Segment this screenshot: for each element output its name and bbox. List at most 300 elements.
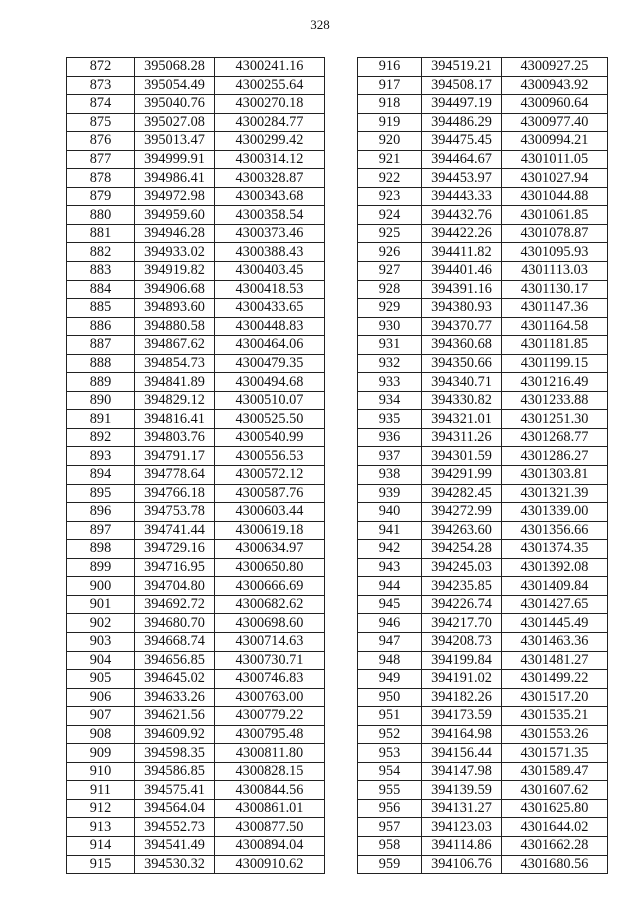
x-coordinate-cell: 394766.18 <box>135 484 215 503</box>
y-coordinate-cell: 4301303.81 <box>502 466 608 485</box>
point-number-cell: 891 <box>67 410 135 429</box>
x-coordinate-cell: 394391.16 <box>422 280 502 299</box>
y-coordinate-cell: 4300284.77 <box>215 113 325 132</box>
x-coordinate-cell: 394621.56 <box>135 707 215 726</box>
x-coordinate-cell: 394497.19 <box>422 95 502 114</box>
y-coordinate-cell: 4301589.47 <box>502 762 608 781</box>
point-number-cell: 890 <box>67 391 135 410</box>
x-coordinate-cell: 394453.97 <box>422 169 502 188</box>
table-row <box>67 595 325 614</box>
table-row <box>67 280 325 299</box>
table-row <box>67 224 325 243</box>
x-coordinate-cell: 395040.76 <box>135 95 215 114</box>
x-coordinate-cell: 394226.74 <box>422 595 502 614</box>
x-coordinate-cell: 394464.67 <box>422 150 502 169</box>
table-row <box>67 503 325 522</box>
x-coordinate-cell: 394552.73 <box>135 818 215 837</box>
point-number-cell: 879 <box>67 187 135 206</box>
y-coordinate-cell: 4301268.77 <box>502 428 608 447</box>
x-coordinate-cell: 394139.59 <box>422 781 502 800</box>
x-coordinate-cell: 394854.73 <box>135 354 215 373</box>
x-coordinate-cell: 394164.98 <box>422 725 502 744</box>
table-row <box>358 707 608 726</box>
table-row <box>358 558 608 577</box>
point-number-cell: 913 <box>67 818 135 837</box>
table-row <box>358 595 608 614</box>
y-coordinate-cell: 4300255.64 <box>215 76 325 95</box>
y-coordinate-cell: 4301044.88 <box>502 187 608 206</box>
y-coordinate-cell: 4300977.40 <box>502 113 608 132</box>
point-number-cell: 895 <box>67 484 135 503</box>
x-coordinate-cell: 394301.59 <box>422 447 502 466</box>
y-coordinate-cell: 4301517.20 <box>502 688 608 707</box>
point-number-cell: 883 <box>67 262 135 281</box>
table-row <box>358 577 608 596</box>
table-row <box>358 299 608 318</box>
x-coordinate-cell: 394519.21 <box>422 58 502 77</box>
table-row <box>67 466 325 485</box>
y-coordinate-cell: 4300464.06 <box>215 336 325 355</box>
x-coordinate-cell: 394191.02 <box>422 670 502 689</box>
point-number-cell: 914 <box>67 836 135 855</box>
y-coordinate-cell: 4301392.08 <box>502 558 608 577</box>
x-coordinate-cell: 394816.41 <box>135 410 215 429</box>
y-coordinate-cell: 4301427.65 <box>502 595 608 614</box>
y-coordinate-cell: 4300388.43 <box>215 243 325 262</box>
point-number-cell: 929 <box>358 299 422 318</box>
y-coordinate-cell: 4300448.83 <box>215 317 325 336</box>
y-coordinate-cell: 4301233.88 <box>502 391 608 410</box>
y-coordinate-cell: 4301374.35 <box>502 540 608 559</box>
point-number-cell: 926 <box>358 243 422 262</box>
y-coordinate-cell: 4300241.16 <box>215 58 325 77</box>
table-row <box>358 521 608 540</box>
y-coordinate-cell: 4300844.56 <box>215 781 325 800</box>
point-number-cell: 939 <box>358 484 422 503</box>
point-number-cell: 884 <box>67 280 135 299</box>
x-coordinate-cell: 394114.86 <box>422 836 502 855</box>
y-coordinate-cell: 4301130.17 <box>502 280 608 299</box>
y-coordinate-cell: 4300314.12 <box>215 150 325 169</box>
y-coordinate-cell: 4300619.18 <box>215 521 325 540</box>
x-coordinate-cell: 394530.32 <box>135 855 215 874</box>
y-coordinate-cell: 4301535.21 <box>502 707 608 726</box>
y-coordinate-cell: 4301356.66 <box>502 521 608 540</box>
point-number-cell: 919 <box>358 113 422 132</box>
point-number-cell: 874 <box>67 95 135 114</box>
table-row <box>358 614 608 633</box>
x-coordinate-cell: 394311.26 <box>422 428 502 447</box>
point-number-cell: 898 <box>67 540 135 559</box>
point-number-cell: 911 <box>67 781 135 800</box>
x-coordinate-cell: 394508.17 <box>422 76 502 95</box>
table-row <box>358 76 608 95</box>
y-coordinate-cell: 4301553.26 <box>502 725 608 744</box>
y-coordinate-cell: 4301251.30 <box>502 410 608 429</box>
table-row <box>358 503 608 522</box>
x-coordinate-cell: 394330.82 <box>422 391 502 410</box>
y-coordinate-cell: 4301011.05 <box>502 150 608 169</box>
point-number-cell: 933 <box>358 373 422 392</box>
table-row <box>67 132 325 151</box>
point-number-cell: 906 <box>67 688 135 707</box>
point-number-cell: 934 <box>358 391 422 410</box>
x-coordinate-cell: 394422.26 <box>422 224 502 243</box>
point-number-cell: 938 <box>358 466 422 485</box>
x-coordinate-cell: 394360.68 <box>422 336 502 355</box>
point-number-cell: 912 <box>67 799 135 818</box>
table-row <box>358 466 608 485</box>
table-row <box>67 577 325 596</box>
point-number-cell: 908 <box>67 725 135 744</box>
table-row <box>358 484 608 503</box>
table-row <box>358 447 608 466</box>
table-row <box>358 836 608 855</box>
x-coordinate-cell: 394680.70 <box>135 614 215 633</box>
point-number-cell: 903 <box>67 632 135 651</box>
x-coordinate-cell: 394217.70 <box>422 614 502 633</box>
x-coordinate-cell: 394401.46 <box>422 262 502 281</box>
point-number-cell: 943 <box>358 558 422 577</box>
x-coordinate-cell: 394778.64 <box>135 466 215 485</box>
table-row <box>67 317 325 336</box>
point-number-cell: 905 <box>67 670 135 689</box>
point-number-cell: 896 <box>67 503 135 522</box>
x-coordinate-cell: 394933.02 <box>135 243 215 262</box>
table-row <box>358 58 608 77</box>
x-coordinate-cell: 394704.80 <box>135 577 215 596</box>
point-number-cell: 936 <box>358 428 422 447</box>
point-number-cell: 918 <box>358 95 422 114</box>
point-number-cell: 945 <box>358 595 422 614</box>
table-row <box>67 521 325 540</box>
y-coordinate-cell: 4300811.80 <box>215 744 325 763</box>
y-coordinate-cell: 4300572.12 <box>215 466 325 485</box>
table-row <box>67 651 325 670</box>
y-coordinate-cell: 4300403.45 <box>215 262 325 281</box>
y-coordinate-cell: 4301607.62 <box>502 781 608 800</box>
y-coordinate-cell: 4300960.64 <box>502 95 608 114</box>
x-coordinate-cell: 394692.72 <box>135 595 215 614</box>
point-number-cell: 909 <box>67 744 135 763</box>
x-coordinate-cell: 394633.26 <box>135 688 215 707</box>
x-coordinate-cell: 394867.62 <box>135 336 215 355</box>
point-number-cell: 889 <box>67 373 135 392</box>
y-coordinate-cell: 4301147.36 <box>502 299 608 318</box>
point-number-cell: 887 <box>67 336 135 355</box>
point-number-cell: 922 <box>358 169 422 188</box>
x-coordinate-cell: 394272.99 <box>422 503 502 522</box>
x-coordinate-cell: 394156.44 <box>422 744 502 763</box>
point-number-cell: 946 <box>358 614 422 633</box>
x-coordinate-cell: 394893.60 <box>135 299 215 318</box>
y-coordinate-cell: 4300479.35 <box>215 354 325 373</box>
table-row <box>358 262 608 281</box>
x-coordinate-cell: 394147.98 <box>422 762 502 781</box>
x-coordinate-cell: 394841.89 <box>135 373 215 392</box>
table-row <box>358 354 608 373</box>
y-coordinate-cell: 4300994.21 <box>502 132 608 151</box>
x-coordinate-cell: 394986.41 <box>135 169 215 188</box>
x-coordinate-cell: 395013.47 <box>135 132 215 151</box>
x-coordinate-cell: 394350.66 <box>422 354 502 373</box>
x-coordinate-cell: 394182.26 <box>422 688 502 707</box>
point-number-cell: 947 <box>358 632 422 651</box>
y-coordinate-cell: 4300556.53 <box>215 447 325 466</box>
x-coordinate-cell: 394245.03 <box>422 558 502 577</box>
y-coordinate-cell: 4301662.28 <box>502 836 608 855</box>
table-row <box>67 95 325 114</box>
x-coordinate-cell: 394656.85 <box>135 651 215 670</box>
y-coordinate-cell: 4300603.44 <box>215 503 325 522</box>
table-row <box>67 169 325 188</box>
y-coordinate-cell: 4300494.68 <box>215 373 325 392</box>
table-row <box>67 243 325 262</box>
y-coordinate-cell: 4301409.84 <box>502 577 608 596</box>
x-coordinate-cell: 394609.92 <box>135 725 215 744</box>
table-row <box>358 670 608 689</box>
x-coordinate-cell: 394443.33 <box>422 187 502 206</box>
point-number-cell: 956 <box>358 799 422 818</box>
table-row <box>358 632 608 651</box>
y-coordinate-cell: 4300763.00 <box>215 688 325 707</box>
point-number-cell: 954 <box>358 762 422 781</box>
x-coordinate-cell: 394475.45 <box>422 132 502 151</box>
y-coordinate-cell: 4300877.50 <box>215 818 325 837</box>
point-number-cell: 937 <box>358 447 422 466</box>
y-coordinate-cell: 4300525.50 <box>215 410 325 429</box>
point-number-cell: 915 <box>67 855 135 874</box>
point-number-cell: 944 <box>358 577 422 596</box>
x-coordinate-cell: 394906.68 <box>135 280 215 299</box>
table-row <box>67 187 325 206</box>
table-row <box>358 224 608 243</box>
table-row <box>67 354 325 373</box>
point-number-cell: 893 <box>67 447 135 466</box>
y-coordinate-cell: 4300894.04 <box>215 836 325 855</box>
x-coordinate-cell: 394791.17 <box>135 447 215 466</box>
point-number-cell: 880 <box>67 206 135 225</box>
y-coordinate-cell: 4300587.76 <box>215 484 325 503</box>
table-row <box>358 132 608 151</box>
table-row <box>358 651 608 670</box>
y-coordinate-cell: 4300650.80 <box>215 558 325 577</box>
x-coordinate-cell: 394106.76 <box>422 855 502 874</box>
y-coordinate-cell: 4300779.22 <box>215 707 325 726</box>
y-coordinate-cell: 4301286.27 <box>502 447 608 466</box>
table-row <box>67 373 325 392</box>
table-row <box>67 707 325 726</box>
x-coordinate-cell: 394645.02 <box>135 670 215 689</box>
x-coordinate-cell: 395027.08 <box>135 113 215 132</box>
table-row <box>67 336 325 355</box>
table-row <box>358 762 608 781</box>
y-coordinate-cell: 4300943.92 <box>502 76 608 95</box>
point-number-cell: 949 <box>358 670 422 689</box>
table-row <box>67 836 325 855</box>
x-coordinate-cell: 394586.85 <box>135 762 215 781</box>
y-coordinate-cell: 4301321.39 <box>502 484 608 503</box>
y-coordinate-cell: 4301199.15 <box>502 354 608 373</box>
point-number-cell: 876 <box>67 132 135 151</box>
y-coordinate-cell: 4300795.48 <box>215 725 325 744</box>
table-row <box>358 373 608 392</box>
x-coordinate-cell: 394716.95 <box>135 558 215 577</box>
x-coordinate-cell: 394598.35 <box>135 744 215 763</box>
point-number-cell: 910 <box>67 762 135 781</box>
point-number-cell: 921 <box>358 150 422 169</box>
table-row <box>358 855 608 874</box>
y-coordinate-cell: 4300682.62 <box>215 595 325 614</box>
y-coordinate-cell: 4301216.49 <box>502 373 608 392</box>
x-coordinate-cell: 394432.76 <box>422 206 502 225</box>
table-row <box>358 113 608 132</box>
table-row <box>67 299 325 318</box>
y-coordinate-cell: 4301078.87 <box>502 224 608 243</box>
y-coordinate-cell: 4301445.49 <box>502 614 608 633</box>
point-number-cell: 928 <box>358 280 422 299</box>
x-coordinate-cell: 394486.29 <box>422 113 502 132</box>
x-coordinate-cell: 394999.91 <box>135 150 215 169</box>
table-row <box>67 484 325 503</box>
point-number-cell: 904 <box>67 651 135 670</box>
x-coordinate-cell: 394131.27 <box>422 799 502 818</box>
x-coordinate-cell: 394199.84 <box>422 651 502 670</box>
table-row <box>67 725 325 744</box>
table-row <box>358 688 608 707</box>
table-row <box>358 243 608 262</box>
table-row <box>67 855 325 874</box>
y-coordinate-cell: 4300714.63 <box>215 632 325 651</box>
table-row <box>67 744 325 763</box>
x-coordinate-cell: 394946.28 <box>135 224 215 243</box>
y-coordinate-cell: 4300927.25 <box>502 58 608 77</box>
point-number-cell: 902 <box>67 614 135 633</box>
table-row <box>67 262 325 281</box>
point-number-cell: 935 <box>358 410 422 429</box>
y-coordinate-cell: 4300634.97 <box>215 540 325 559</box>
table-row <box>358 818 608 837</box>
x-coordinate-cell: 394123.03 <box>422 818 502 837</box>
table-row <box>67 799 325 818</box>
coordinates-table-left <box>66 57 325 874</box>
y-coordinate-cell: 4301463.36 <box>502 632 608 651</box>
point-number-cell: 901 <box>67 595 135 614</box>
x-coordinate-cell: 394291.99 <box>422 466 502 485</box>
y-coordinate-cell: 4300861.01 <box>215 799 325 818</box>
point-number-cell: 897 <box>67 521 135 540</box>
y-coordinate-cell: 4301181.85 <box>502 336 608 355</box>
point-number-cell: 892 <box>67 428 135 447</box>
x-coordinate-cell: 394208.73 <box>422 632 502 651</box>
table-row <box>67 428 325 447</box>
x-coordinate-cell: 394282.45 <box>422 484 502 503</box>
coordinates-table-right <box>357 57 608 874</box>
table-row <box>358 744 608 763</box>
y-coordinate-cell: 4301499.22 <box>502 670 608 689</box>
y-coordinate-cell: 4300828.15 <box>215 762 325 781</box>
table-row <box>358 187 608 206</box>
y-coordinate-cell: 4301164.58 <box>502 317 608 336</box>
point-number-cell: 953 <box>358 744 422 763</box>
table-row <box>67 670 325 689</box>
point-number-cell: 899 <box>67 558 135 577</box>
y-coordinate-cell: 4301061.85 <box>502 206 608 225</box>
x-coordinate-cell: 395068.28 <box>135 58 215 77</box>
table-row <box>358 169 608 188</box>
point-number-cell: 923 <box>358 187 422 206</box>
point-number-cell: 882 <box>67 243 135 262</box>
y-coordinate-cell: 4300328.87 <box>215 169 325 188</box>
table-row <box>67 113 325 132</box>
point-number-cell: 886 <box>67 317 135 336</box>
point-number-cell: 948 <box>358 651 422 670</box>
x-coordinate-cell: 394575.41 <box>135 781 215 800</box>
table-row <box>67 76 325 95</box>
x-coordinate-cell: 394972.98 <box>135 187 215 206</box>
point-number-cell: 924 <box>358 206 422 225</box>
point-number-cell: 925 <box>358 224 422 243</box>
table-row <box>358 781 608 800</box>
y-coordinate-cell: 4300540.99 <box>215 428 325 447</box>
point-number-cell: 916 <box>358 58 422 77</box>
table-row <box>358 428 608 447</box>
table-row <box>67 150 325 169</box>
table-row <box>67 58 325 77</box>
point-number-cell: 941 <box>358 521 422 540</box>
x-coordinate-cell: 394254.28 <box>422 540 502 559</box>
point-number-cell: 917 <box>358 76 422 95</box>
table-row <box>358 95 608 114</box>
table-row <box>358 410 608 429</box>
table-row <box>358 725 608 744</box>
table-row <box>67 781 325 800</box>
point-number-cell: 951 <box>358 707 422 726</box>
y-coordinate-cell: 4301680.56 <box>502 855 608 874</box>
table-row <box>67 391 325 410</box>
table-row <box>358 317 608 336</box>
y-coordinate-cell: 4300510.07 <box>215 391 325 410</box>
point-number-cell: 888 <box>67 354 135 373</box>
x-coordinate-cell: 394340.71 <box>422 373 502 392</box>
point-number-cell: 952 <box>358 725 422 744</box>
y-coordinate-cell: 4301027.94 <box>502 169 608 188</box>
x-coordinate-cell: 394173.59 <box>422 707 502 726</box>
table-row <box>358 540 608 559</box>
table-row <box>358 206 608 225</box>
point-number-cell: 950 <box>358 688 422 707</box>
point-number-cell: 872 <box>67 58 135 77</box>
point-number-cell: 881 <box>67 224 135 243</box>
x-coordinate-cell: 394380.93 <box>422 299 502 318</box>
point-number-cell: 942 <box>358 540 422 559</box>
table-row <box>358 280 608 299</box>
x-coordinate-cell: 394263.60 <box>422 521 502 540</box>
x-coordinate-cell: 394411.82 <box>422 243 502 262</box>
x-coordinate-cell: 394235.85 <box>422 577 502 596</box>
x-coordinate-cell: 394880.58 <box>135 317 215 336</box>
point-number-cell: 920 <box>358 132 422 151</box>
y-coordinate-cell: 4300358.54 <box>215 206 325 225</box>
y-coordinate-cell: 4300270.18 <box>215 95 325 114</box>
y-coordinate-cell: 4300418.53 <box>215 280 325 299</box>
point-number-cell: 894 <box>67 466 135 485</box>
point-number-cell: 930 <box>358 317 422 336</box>
point-number-cell: 878 <box>67 169 135 188</box>
table-row <box>67 688 325 707</box>
y-coordinate-cell: 4300698.60 <box>215 614 325 633</box>
y-coordinate-cell: 4300666.69 <box>215 577 325 596</box>
